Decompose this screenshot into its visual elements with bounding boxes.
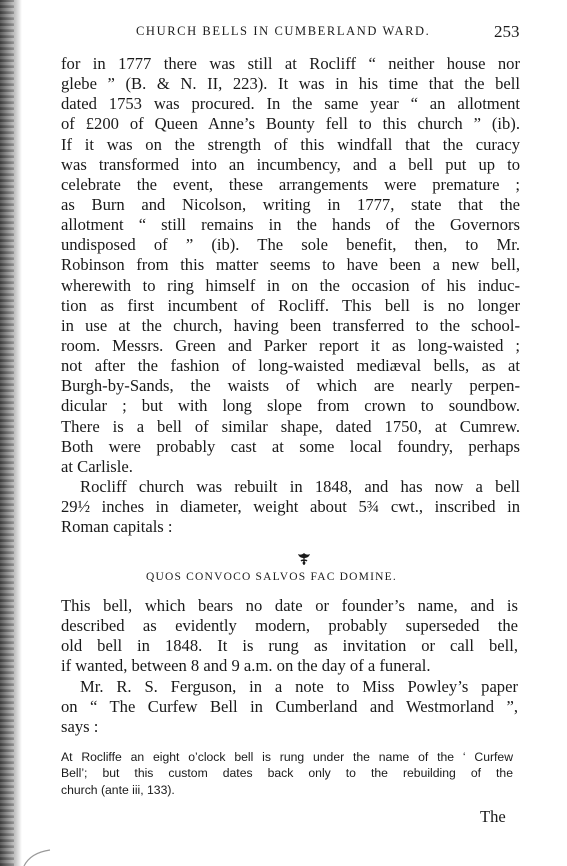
text-line: celebrate the event, these arrangements were premature ; bbox=[61, 174, 520, 194]
text-line: Mr. R. S. Ferguson, in a note to Miss Powley’s paper bbox=[80, 676, 518, 696]
page-number: 253 bbox=[494, 22, 520, 41]
text-line: old bell in 1848. It is rung as invitation or call bell, bbox=[61, 636, 518, 656]
catchword: The bbox=[480, 807, 506, 826]
text-line: Roman capitals : bbox=[61, 517, 173, 537]
paragraph-2 bbox=[61, 477, 520, 537]
text-line: There is a bell of similar shape, dated 1750, at Cumrew. bbox=[61, 416, 520, 436]
footnote-line: church (ante iii, 133). bbox=[61, 782, 175, 797]
text-line: at Carlisle. bbox=[61, 456, 133, 476]
fleuron-icon bbox=[297, 552, 311, 566]
text-line: Both were probably cast at some local foundry, perhaps bbox=[61, 436, 520, 456]
text-line: as Burn and Nicolson, writing in 1777, state that the bbox=[61, 194, 520, 214]
text-line: for in 1777 there was still at Rocliff “ neither house nor bbox=[61, 54, 520, 73]
page-corner-shadow bbox=[22, 840, 52, 866]
text-line: was transformed into an incumbency, and a bell put up to bbox=[61, 154, 520, 174]
main-text-block-continued bbox=[61, 596, 518, 737]
text-line: This bell, which bears no date or founder’s name, and is bbox=[61, 596, 518, 615]
text-line: 29½ inches in diameter, weight about 5¾ cwt., inscribed in bbox=[61, 497, 520, 517]
text-line: tion as first incumbent of Rocliff. This bell is no longer bbox=[61, 295, 520, 315]
paragraph-3 bbox=[61, 596, 518, 677]
text-line: Burgh-by-Sands, the waists of which are nearly perpen- bbox=[61, 376, 520, 396]
binding-gutter-texture bbox=[0, 0, 14, 866]
bell-inscription: QUOS CONVOCO SALVOS FAC DOMINE. bbox=[146, 571, 397, 583]
paragraph-1 bbox=[61, 54, 520, 477]
text-line: in use at the church, having been transferred to the school- bbox=[61, 315, 520, 335]
text-line: dicular ; but with long slope from crown to soundbow. bbox=[61, 396, 520, 416]
text-line: not after the fashion of long-waisted mediæval bells, as at bbox=[61, 356, 520, 376]
text-line: described as evidently modern, probably superseded the bbox=[61, 616, 518, 636]
footnote bbox=[61, 749, 513, 798]
text-line: undisposed of ” (ib). The sole benefit, then, to Mr. bbox=[61, 235, 520, 255]
text-line: says : bbox=[61, 716, 99, 736]
running-head: CHURCH BELLS IN CUMBERLAND WARD. bbox=[136, 24, 431, 38]
text-line: allotment “ still remains in the hands of the Governors bbox=[61, 215, 520, 235]
footnote-line: Bell’; but this custom dates back only to the rebuilding of the bbox=[61, 766, 513, 781]
text-line: dated 1753 was procured. In the same year “ an allotment bbox=[61, 94, 520, 114]
main-text-block bbox=[61, 54, 520, 537]
text-line: If it was on the strength of this windfall that the curacy bbox=[61, 134, 520, 154]
text-line: Robinson from this matter seems to have been a new bell, bbox=[61, 255, 520, 275]
text-line: wherewith to ring himself in on the occasion of his induc- bbox=[61, 275, 520, 295]
text-line: of £200 of Queen Anne’s Bounty fell to this church ” (ib). bbox=[61, 114, 520, 134]
text-line: Rocliff church was rebuilt in 1848, and has now a bell bbox=[80, 476, 520, 496]
text-line: on “ The Curfew Bell in Cumberland and Westmorland ”, bbox=[61, 696, 518, 716]
text-line: room. Messrs. Green and Parker report it as long-waisted ; bbox=[61, 335, 520, 355]
paragraph-4 bbox=[61, 677, 518, 737]
text-line: if wanted, between 8 and 9 a.m. on the day of a funeral. bbox=[61, 656, 431, 676]
footnote-line: At Rocliffe an eight o’clock bell is rung under the name of the ‘ Curfew bbox=[61, 750, 513, 764]
text-line: glebe ” (B. & N. II, 223). It was in his time that the bell bbox=[61, 74, 520, 94]
